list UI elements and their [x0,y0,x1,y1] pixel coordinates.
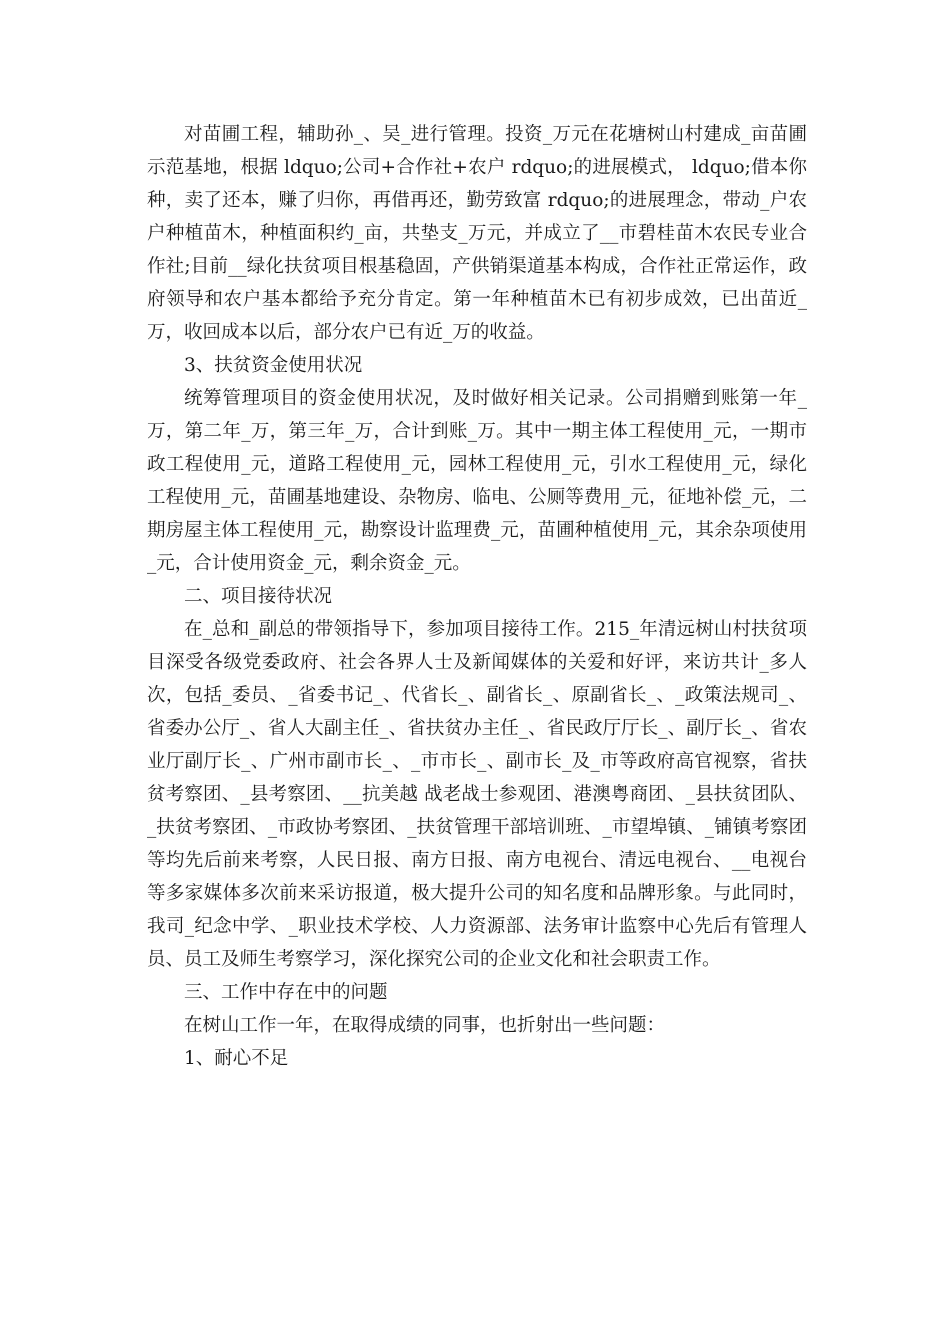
paragraph-funds-usage: 统筹管理项目的资金使用状况，及时做好相关记录。公司捐赠到账第一年_万，第二年_万，第三年_万，合计到账_万。其中一期主体工程使用_元，一期市政工程使用_元，道路工程使用_元，园林工程使用_元，引水工程使用_元，绿化工程使用_元，苗圃基地建设、杂物房、临电、公厕等费用_元，征地补偿_元，二期房屋主体工程使用_元，勘察设计监理费_元，苗圃种植使用_元，其余杂项使用_元，合计使用资金_元，剩余资金_元。 [147,388,807,574]
heading-poverty-funds: 3、扶贫资金使用状况 [184,355,363,376]
paragraph-nursery-project: 对苗圃工程，辅助孙_、吴_进行管理。投资_万元在花塘树山村建成_亩苗圃示范基地，根据 ldquo;公司+合作社+农户 rdquo;的进展模式， ldquo;借本你种，卖了还本，赚了归你，再借再还，勤劳致富 rdquo;的进展理念，带动_户农户种植苗木，种植面积约_亩，共垫支_万元，并成立了__市碧桂苗木农民专业合作社;目前__绿化扶贫项目根基稳固，产供销渠道基本构成，合作社正常运作，政府领导和农户基本都给予充分肯定。第一年种植苗木已有初步成效，已出苗近_万，收回成本以后，部分农户已有近_万的收益。 [147,124,807,343]
heading-problems: 三、工作中存在中的问题 [184,982,388,1003]
paragraph-reception: 在_总和_副总的带领指导下，参加项目接待工作。215_年清远树山村扶贫项目深受各级党委政府、社会各界人士及新闻媒体的关爱和好评，来访共计_多人次，包括_委员、_省委书记_、代省长_、副省长_、原副省长_、_政策法规司_、省委办公厅_、省人大副主任_、省扶贫办主任_、省民政厅厅长_、副厅长_、省农业厅副厅长_、广州市副市长_、_市市长_、副市长_及_市等政府高官视察，省扶贫考察团、_县考察团、__抗美越 战老战士参观团、港澳粤商团、_县扶贫团队、_扶贫考察团、_市政协考察团、_扶贫管理干部培训班、_市望埠镇、_铺镇考察团等均先后前来考察，人民日报、南方日报、南方电视台、清远电视台、__电视台等多家媒体多次前来采访报道，极大提升公司的知名度和品牌形象。与此同时，我司_纪念中学、_职业技术学校、人力资源部、法务审计监察中心先后有管理人员、员工及师生考察学习，深化探究公司的企业文化和社会职责工作。 [147,619,807,970]
heading-project-reception: 二、项目接待状况 [184,586,333,607]
paragraph-problems-intro: 在树山工作一年，在取得成绩的同事，也折射出一些问题： [184,1015,666,1036]
document-body [147,118,807,1075]
heading-lack-of-patience: 1、耐心不足 [184,1048,289,1069]
